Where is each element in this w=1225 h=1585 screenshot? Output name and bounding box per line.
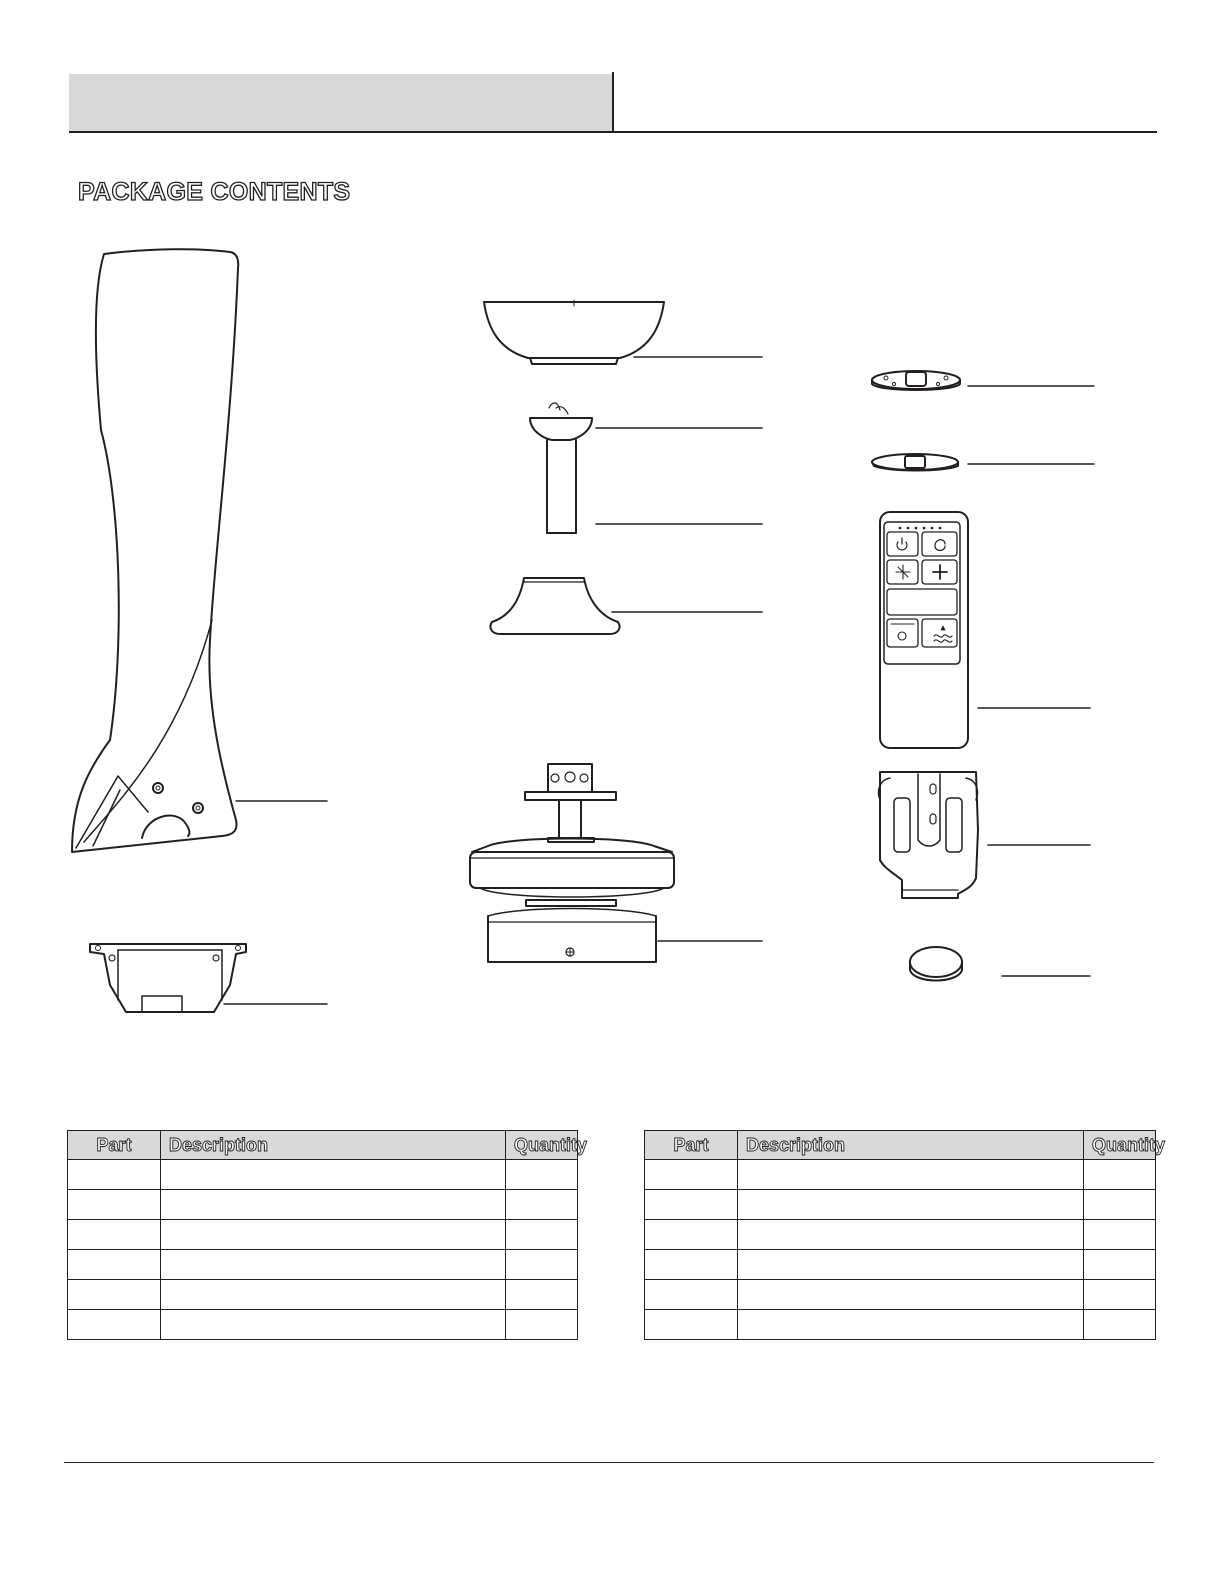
part-cell	[68, 1280, 161, 1310]
quantity-cell	[1084, 1280, 1156, 1310]
description-cell	[161, 1190, 506, 1220]
quantity-cell	[506, 1310, 578, 1340]
table-row	[645, 1190, 1156, 1220]
part-cell	[645, 1250, 738, 1280]
description-cell	[161, 1250, 506, 1280]
table-row	[68, 1190, 578, 1220]
part-cell	[645, 1160, 738, 1190]
table-row	[645, 1310, 1156, 1340]
description-cell	[161, 1160, 506, 1190]
description-cell	[161, 1310, 506, 1340]
part-cell	[645, 1220, 738, 1250]
quantity-cell	[1084, 1250, 1156, 1280]
remote-holder-drawing	[878, 772, 1090, 898]
header-part: Part	[68, 1131, 161, 1160]
description-cell	[738, 1250, 1084, 1280]
description-cell	[738, 1190, 1084, 1220]
part-cell	[645, 1310, 738, 1340]
quantity-cell	[1084, 1310, 1156, 1340]
table-row	[68, 1250, 578, 1280]
header-description: Description	[738, 1131, 1084, 1160]
battery-drawing	[910, 947, 1090, 981]
quantity-cell	[1084, 1160, 1156, 1190]
header-quantity: Quantity	[1084, 1131, 1156, 1160]
quantity-cell	[506, 1280, 578, 1310]
table-row	[68, 1280, 578, 1310]
table-row	[68, 1220, 578, 1250]
quantity-cell	[506, 1190, 578, 1220]
part-cell	[68, 1310, 161, 1340]
fan-blade-drawing	[72, 249, 327, 852]
section-title: PACKAGE CONTENTS	[78, 178, 351, 206]
mounting-plate-drawing	[872, 371, 1094, 390]
description-cell	[738, 1220, 1084, 1250]
part-cell	[68, 1250, 161, 1280]
blade-bracket-drawing	[90, 944, 327, 1012]
remote-control-drawing	[880, 512, 1090, 748]
part-cell	[68, 1160, 161, 1190]
description-cell	[738, 1160, 1084, 1190]
quantity-cell	[506, 1250, 578, 1280]
description-cell	[738, 1310, 1084, 1340]
quantity-cell	[1084, 1220, 1156, 1250]
table-row	[68, 1310, 578, 1340]
part-cell	[645, 1280, 738, 1310]
quantity-cell	[1084, 1190, 1156, 1220]
parts-table-left	[67, 1130, 588, 1340]
table-row	[645, 1220, 1156, 1250]
quantity-cell	[506, 1160, 578, 1190]
description-cell	[161, 1280, 506, 1310]
canopy-cover-drawing	[872, 454, 1094, 471]
footer-rule	[64, 1462, 1154, 1463]
table-row	[645, 1160, 1156, 1190]
table-row	[645, 1280, 1156, 1310]
canopy-drawing	[484, 300, 762, 364]
header-quantity: Quantity	[506, 1131, 578, 1160]
description-cell	[738, 1280, 1084, 1310]
description-cell	[161, 1220, 506, 1250]
table-row	[68, 1160, 578, 1190]
table-row	[645, 1250, 1156, 1280]
motor-assembly-drawing	[470, 764, 762, 962]
quantity-cell	[506, 1220, 578, 1250]
part-cell	[68, 1220, 161, 1250]
parts-table-right	[644, 1130, 1166, 1340]
table-header-row	[68, 1131, 578, 1160]
table-header-row	[645, 1131, 1156, 1160]
coupling-cover-drawing	[490, 578, 762, 634]
header-part: Part	[645, 1131, 738, 1160]
part-cell	[68, 1190, 161, 1220]
part-cell	[645, 1190, 738, 1220]
header-description: Description	[161, 1131, 506, 1160]
downrod-drawing	[530, 403, 762, 533]
